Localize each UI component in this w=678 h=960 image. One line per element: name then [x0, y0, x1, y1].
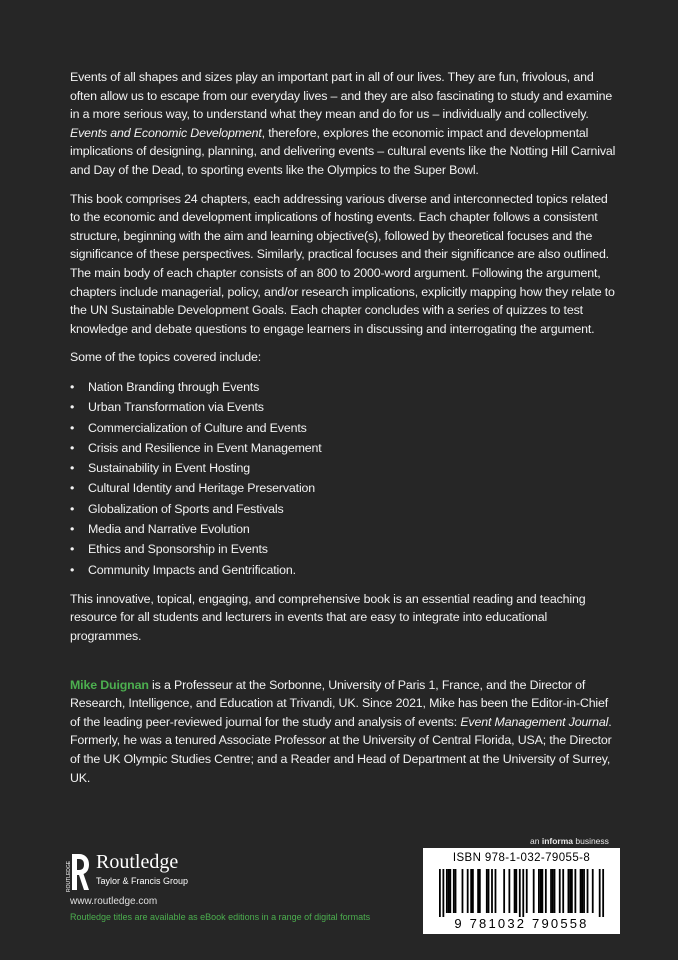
barcode-bar: [446, 869, 448, 913]
barcode-bar: [554, 869, 556, 913]
barcode-bar: [545, 869, 547, 913]
routledge-side-text: ROUTLEDGE: [66, 860, 72, 892]
barcode-bar: [522, 869, 524, 917]
barcode-bars: [439, 869, 604, 917]
barcode-bar: [491, 869, 493, 913]
barcode-bar: [538, 869, 540, 913]
list-item: • Globalization of Sports and Festivals: [70, 499, 618, 519]
barcode-bar: [580, 869, 582, 913]
barcode-bar: [559, 869, 561, 913]
isbn-barcode: [423, 848, 620, 934]
barcode-bar: [453, 869, 455, 913]
barcode-bar: [503, 869, 505, 913]
barcode-bar: [587, 869, 589, 913]
informa-business-label: an informa business: [530, 836, 609, 846]
bullet-icon: •: [70, 562, 75, 577]
bullet-icon: •: [70, 420, 75, 435]
topics-intro: Some of the topics covered include:: [70, 350, 262, 365]
publisher-name: Routledge: [96, 851, 179, 873]
routledge-r-logo-icon: [68, 850, 90, 894]
barcode-bar: [602, 869, 604, 917]
list-item: • Media and Narrative Evolution: [70, 519, 618, 539]
barcode-bar: [477, 869, 479, 913]
barcode-bar: [486, 869, 488, 913]
barcode-bar: [472, 869, 474, 913]
barcode-bar: [533, 869, 535, 913]
barcode-bar: [442, 869, 444, 917]
barcode-bar: [462, 869, 464, 913]
bullet-icon: •: [70, 521, 75, 536]
bullet-icon: •: [70, 379, 75, 394]
barcode-digits: 9 781032 790558: [454, 916, 589, 931]
topics-list: [70, 377, 618, 580]
list-item: • Community Impacts and Gentrification.: [70, 560, 618, 580]
barcode-bar: [599, 869, 601, 917]
barcode-bar: [508, 869, 510, 913]
list-item: • Cultural Identity and Heritage Preservation: [70, 478, 618, 498]
barcode-bar: [574, 869, 576, 913]
barcode-bar: [550, 869, 552, 913]
barcode-bar: [571, 869, 573, 913]
list-item: • Urban Transformation via Events: [70, 397, 618, 417]
publisher-url[interactable]: www.routledge.com: [70, 896, 158, 907]
back-cover-text: [70, 68, 618, 797]
list-item: • Nation Branding through Events: [70, 377, 618, 397]
list-item: • Ethics and Sponsorship in Events: [70, 539, 618, 559]
barcode-bar: [495, 869, 497, 913]
closing-paragraph: This innovative, topical, engaging, and comprehensive book is an essential reading and teaching resource for all students and lecturers in events that are easy to integrate into educational programmes.: [70, 591, 586, 644]
barcode-bar: [562, 869, 564, 913]
barcode-bar: [479, 869, 481, 913]
barcode-bar: [449, 869, 451, 913]
barcode-bar: [439, 869, 441, 917]
barcode-bar: [569, 869, 571, 913]
journal-title: Event Management Journal: [460, 714, 609, 729]
list-item: • Crisis and Resilience in Event Management: [70, 438, 618, 458]
bullet-icon: •: [70, 481, 75, 496]
barcode-bar: [583, 869, 585, 913]
description-paragraph-2: This book comprises 24 chapters, each addressing various diverse and interconnected topics related to the economic and development implications of hosting events. Each chapter follows a consistent structure, beginning with the aim and learning objective(s), followed by theoretical focuses and the significance of these perspectives. Similarly, practical focuses and their significance are also outlined. The main body of each chapter consists of an 800 to 2000-word argument. Following the argument, chapters include managerial, policy, and/or research implications, explicitly mapping how they relate to the UN Sustainable Development Goals. Each chapter concludes with a series of quizzes to test knowledge and debate questions to engage learners in discussing and interrogating the argument.: [70, 191, 615, 336]
list-item: • Sustainability in Event Hosting: [70, 458, 618, 478]
barcode-bar: [448, 869, 450, 913]
barcode-bar: [515, 869, 517, 913]
list-item: • Commercialization of Culture and Events: [70, 418, 618, 438]
barcode-bar: [488, 869, 490, 913]
barcode-bar: [541, 869, 543, 913]
barcode-bar: [540, 869, 542, 913]
barcode-bar: [467, 869, 469, 913]
author-bio: Mike Duignan is a Professeur at the Sorbonne, University of Paris 1, France, and the Director of Research, Intelligence, and Education at Trivandi, UK. Since 2021, Mike has been the Editor-in-Chief of the leading peer-reviewed journal for the study and analysis of events: Event Management Journal. Formerly, he was a tenured Associate Professor at the University of Central Florida, USA; the Director of the UK Olympic Studies Centre; and a Reader and Head of Department at the University of Surrey, UK.: [70, 677, 612, 785]
bullet-icon: •: [70, 501, 75, 516]
barcode-bar: [552, 869, 554, 913]
barcode-bar: [514, 869, 516, 913]
barcode-bar: [526, 869, 528, 913]
barcode-bar: [519, 869, 521, 917]
barcode-bar: [470, 869, 472, 913]
book-title: Events and Economic Development: [70, 125, 262, 140]
bullet-icon: •: [70, 440, 75, 455]
description-paragraph-1: Events of all shapes and sizes play an important part in all of our lives. They are fun, frivolous, and often allow us to escape from our everyday lives – and they are also fascinating to study and examine in a more serious way, to understand what they mean and do for us – individually and collectively. Events and Economic Development, therefore, explores the economic impact and developmental implications of designing, planning, and delivering events – cultural events like the Notting Hill Carnival and Day of the Dead, to sporting events like the Olympics to the Super Bowl.: [70, 70, 616, 177]
barcode-bar: [592, 869, 594, 913]
bullet-icon: •: [70, 400, 75, 415]
bullet-icon: •: [70, 542, 75, 557]
barcode-bar: [581, 869, 583, 913]
barcode-bar: [455, 869, 457, 913]
bullet-icon: •: [70, 461, 75, 476]
barcode-bar: [568, 869, 570, 913]
ebook-note: Routledge titles are available as eBook editions in a range of digital formats: [70, 912, 371, 922]
author-name: Mike Duignan: [70, 677, 149, 692]
publisher-group: Taylor & Francis Group: [96, 876, 189, 886]
isbn-label: ISBN 978-1-032-79055-8: [452, 852, 591, 864]
